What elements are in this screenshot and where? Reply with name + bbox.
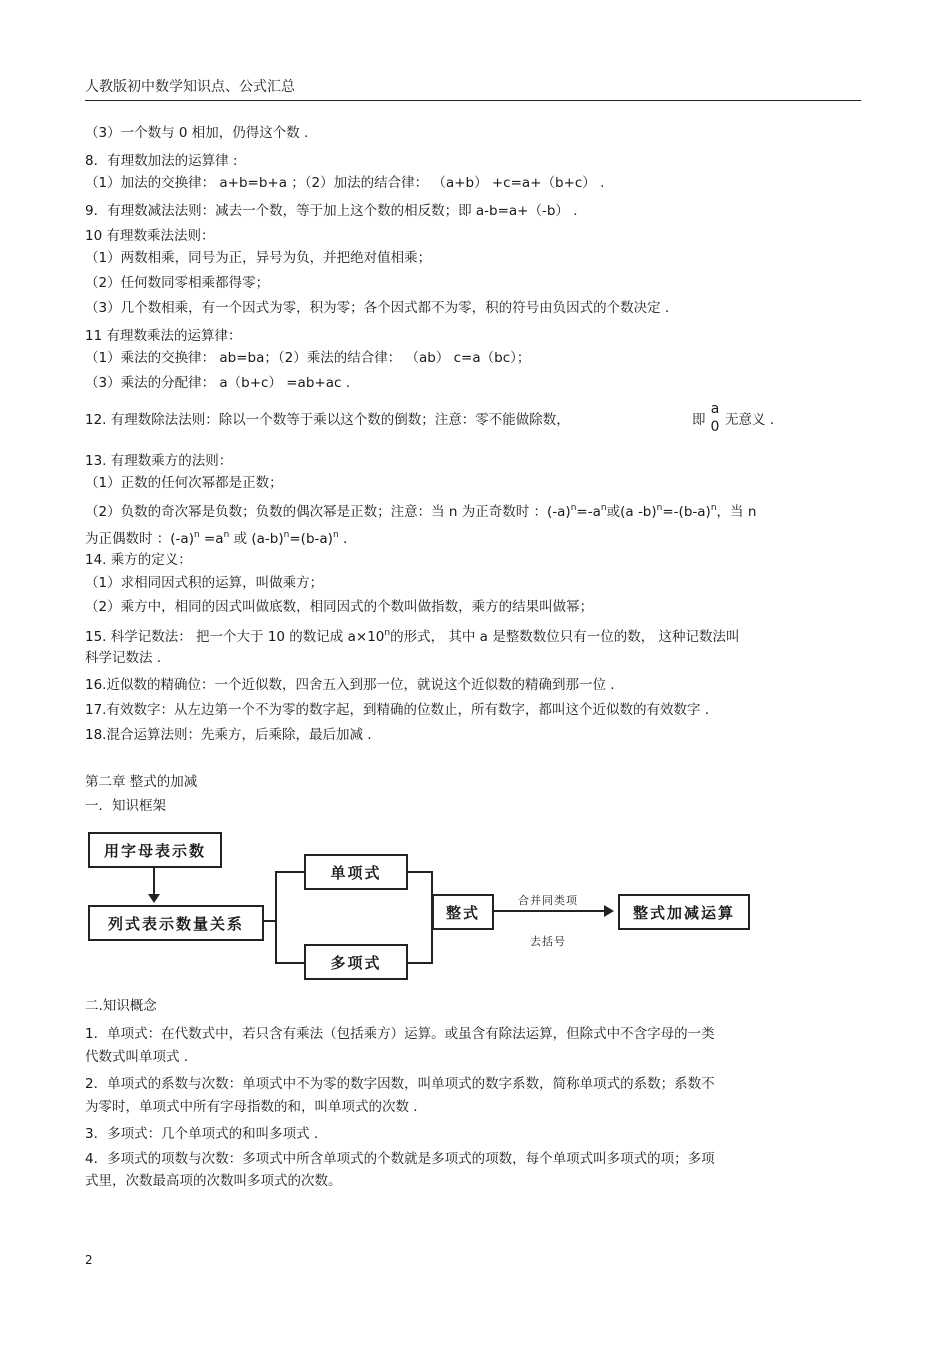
box-express-quantity-relations: 列式表示数量关系 bbox=[88, 905, 264, 941]
arrow-label-combine-like-terms: 合并同类项 bbox=[518, 894, 578, 907]
connector-line bbox=[275, 871, 305, 873]
text-fragment: =a bbox=[199, 531, 224, 547]
text-fragment: 或(a -b) bbox=[606, 504, 657, 520]
text-line: （1）正数的任何次幂都是正数； bbox=[85, 475, 283, 491]
text-line: （1）加法的交换律： a+b=b+a ；（2）加法的结合律： （a+b） +c=a+（b+c） . bbox=[85, 175, 605, 191]
box-monomial: 单项式 bbox=[304, 854, 408, 890]
exponent: n bbox=[656, 503, 663, 513]
text-line: 科学记数法 . bbox=[85, 650, 162, 666]
connector-line bbox=[406, 962, 433, 964]
box-polynomial: 多项式 bbox=[304, 944, 408, 980]
exponent: n bbox=[570, 503, 577, 513]
text-line: （1）两数相乘，同号为正，异号为负，并把绝对值相乘； bbox=[85, 250, 432, 266]
header-rule bbox=[85, 100, 861, 101]
box-integral-expression: 整式 bbox=[432, 894, 494, 930]
fraction-denominator: 0 bbox=[710, 419, 720, 435]
section-heading: 二.知识概念 bbox=[85, 998, 157, 1014]
chapter-title: 第二章 整式的加减 bbox=[85, 774, 198, 790]
connector-line bbox=[406, 871, 433, 873]
text-fragment: 为正偶数时 ：(-a) bbox=[85, 531, 194, 547]
fraction-numerator: a bbox=[710, 401, 720, 417]
exponent: n bbox=[600, 503, 607, 513]
page-number: 2 bbox=[85, 1253, 93, 1267]
text-line: 代数式叫单项式 . bbox=[85, 1049, 189, 1065]
text-line: （3）几个数相乘，有一个因式为零，积为零；各个因式都不为零，积的符号由负因式的个数决定 . bbox=[85, 300, 670, 316]
text-fragment: =(b-a) bbox=[289, 531, 333, 547]
text-fragment: 15. 科学记数法： 把一个大于 10 的数记成 a×10 bbox=[85, 629, 385, 645]
text-fragment: （2）负数的奇次幂是负数；负数的偶次幂是正数；注意：当 n 为正奇数时 ：(-a) bbox=[85, 504, 571, 520]
box-letters-represent-numbers: 用字母表示数 bbox=[88, 832, 222, 868]
text-fragment: 即 bbox=[692, 412, 706, 428]
text-fragment: . bbox=[338, 531, 348, 547]
text-line-with-powers bbox=[85, 526, 347, 548]
text-line: （2）乘方中，相同的因式叫做底数，相同因式的个数叫做指数，乘方的结果叫做幂； bbox=[85, 599, 594, 615]
text-line: 式里，次数最高项的次数叫多项式的次数。 bbox=[85, 1173, 342, 1189]
text-fragment: ，当 n bbox=[716, 504, 757, 520]
exponent: n bbox=[384, 628, 391, 638]
arrow-line bbox=[494, 910, 606, 912]
text-line-with-power bbox=[85, 624, 740, 646]
text-line: 16.近似数的精确位：一个近似数，四舍五入到那一位，就说这个近似数的精确到那一位 . bbox=[85, 677, 615, 693]
connector-line bbox=[153, 866, 155, 896]
text-line: 18.混合运算法则：先乘方，后乘除，最后加减 . bbox=[85, 727, 372, 743]
connector-line bbox=[275, 871, 277, 964]
text-line: （3）乘法的分配律： a（b+c） =ab+ac . bbox=[85, 375, 350, 391]
exponent: n bbox=[223, 530, 230, 540]
text-line: （2）任何数同零相乘都得零； bbox=[85, 275, 270, 291]
text-fragment: 的形式， 其中 a 是整数数位只有一位的数， 这种记数法叫 bbox=[390, 629, 740, 645]
text-fragment: 或 (a-b) bbox=[229, 531, 284, 547]
text-line: 12. 有理数除法法则：除以一个数等于乘以这个数的倒数；注意：零不能做除数， bbox=[85, 412, 570, 428]
exponent: n bbox=[332, 530, 339, 540]
text-fragment: 无意义 . bbox=[725, 412, 775, 428]
text-line: 9．有理数减法法则：减去一个数，等于加上这个数的相反数；即 a-b=a+（-b） . bbox=[85, 203, 578, 219]
text-line: 11 有理数乘法的运算律： bbox=[85, 328, 242, 344]
connector-line bbox=[275, 962, 305, 964]
text-line: 4．多项式的项数与次数：多项式中所含单项式的个数就是多项式的项数，每个单项式叫多项式的项；多项 bbox=[85, 1151, 715, 1167]
exponent: n bbox=[193, 530, 200, 540]
text-line: 1．单项式：在代数式中，若只含有乘法（包括乘方）运算。或虽含有除法运算，但除式中不含字母的一类 bbox=[85, 1026, 715, 1042]
text-line: （1）乘法的交换律： ab=ba；（2）乘法的结合律： （ab） c=a（bc）； bbox=[85, 350, 531, 366]
box-integral-add-subtract: 整式加减运算 bbox=[618, 894, 750, 930]
text-line-with-powers bbox=[85, 499, 756, 521]
text-line: （1）求相同因式积的运算，叫做乘方； bbox=[85, 575, 324, 591]
text-line: 为零时，单项式中所有字母指数的和，叫单项式的次数 . bbox=[85, 1099, 418, 1115]
fraction-a-over-0 bbox=[708, 401, 722, 436]
text-fragment: =-a bbox=[576, 504, 601, 520]
section-heading: 一．知识框架 bbox=[85, 798, 166, 814]
exponent: n bbox=[710, 503, 717, 513]
text-line: 3．多项式：几个单项式的和叫多项式 . bbox=[85, 1126, 319, 1142]
exponent: n bbox=[283, 530, 290, 540]
page-header-title: 人教版初中数学知识点、公式汇总 bbox=[85, 79, 295, 95]
text-line: （3）一个数与 0 相加，仍得这个数 . bbox=[85, 125, 309, 141]
text-line: 17.有效数字：从左边第一个不为零的数字起，到精确的位数止，所有数字，都叫这个近似数的有效数字 . bbox=[85, 702, 710, 718]
text-line: 2．单项式的系数与次数：单项式中不为零的数字因数，叫单项式的数字系数，简称单项式的系数；系数不 bbox=[85, 1076, 715, 1092]
text-line: 10 有理数乘法法则： bbox=[85, 228, 215, 244]
text-line: 8．有理数加法的运算律 : bbox=[85, 153, 238, 169]
text-line: 14. 乘方的定义： bbox=[85, 552, 192, 568]
arrow-down-icon bbox=[148, 894, 160, 903]
text-line: 13. 有理数乘方的法则： bbox=[85, 453, 233, 469]
arrow-label-remove-brackets: 去括号 bbox=[530, 935, 566, 948]
text-fragment: =-(b-a) bbox=[662, 504, 711, 520]
arrow-right-icon bbox=[604, 905, 614, 917]
